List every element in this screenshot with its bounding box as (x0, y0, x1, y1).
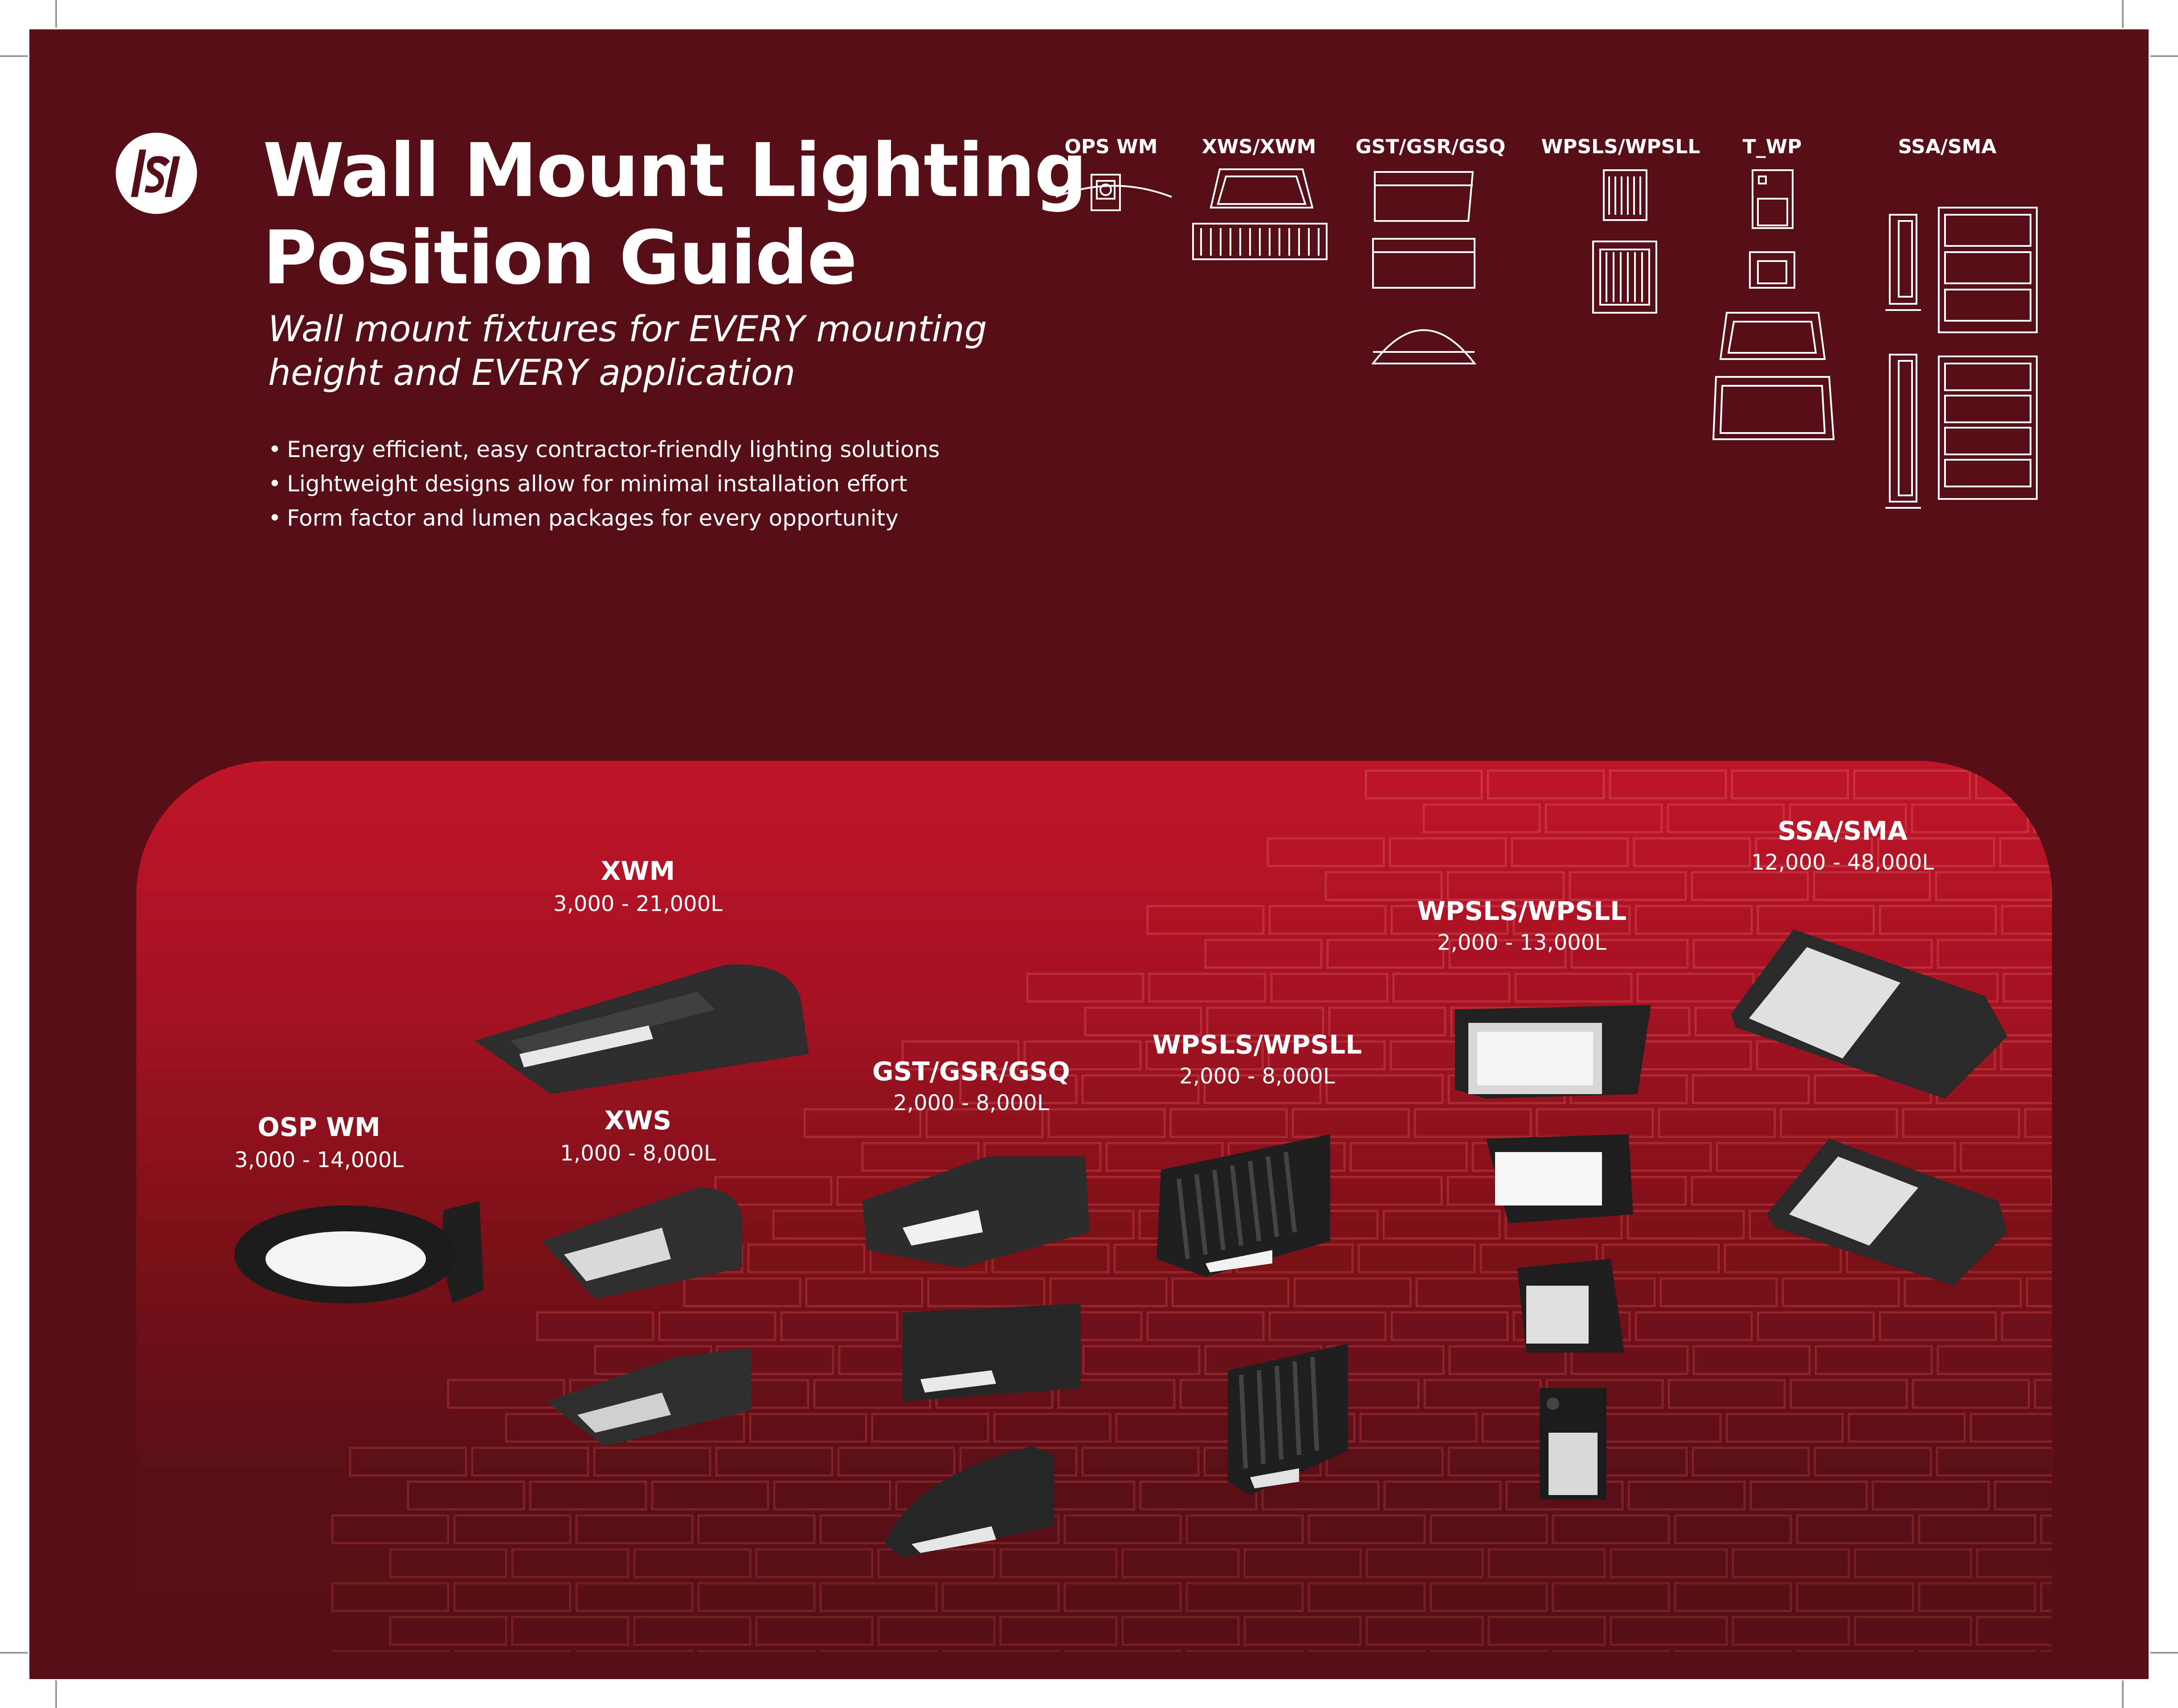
crop-mark (0, 55, 28, 57)
feature-item: • Form factor and lumen packages for every opportunity (268, 501, 940, 535)
product-name: WPSLS/WPSLL (1152, 1030, 1362, 1060)
title-line: Wall Mount Lighting (263, 128, 1087, 214)
line-art-header: WPSLS/WPSLL (1541, 135, 1700, 158)
crop-mark (2150, 1652, 2178, 1654)
xwm-fixture (475, 964, 809, 1094)
sma-fixture (1767, 1139, 2007, 1286)
title-line: Position Guide (263, 215, 857, 301)
guide-sheet (29, 29, 2149, 1679)
crop-mark (2150, 55, 2178, 57)
product-lumens: 2,000 - 13,000L (1437, 930, 1606, 955)
subtitle-line: Wall mount fixtures for EVERY mounting (268, 308, 987, 350)
wpsll-fixture (1486, 1134, 1633, 1223)
product-name: OSP WM (257, 1112, 380, 1142)
wpsls-fixture (1228, 1344, 1348, 1495)
product-lumens: 2,000 - 8,000L (1179, 1064, 1335, 1089)
product-lumens: 2,000 - 8,000L (893, 1091, 1049, 1116)
product-name: GST/GSR/GSQ (872, 1056, 1071, 1087)
crop-mark (0, 1652, 28, 1654)
wpsll-fixture (1455, 1005, 1651, 1099)
gst-fixture (862, 1156, 1090, 1268)
feature-item: • Lightweight designs allow for minimal installation effort (268, 467, 940, 501)
osp-wm-fixture (234, 1201, 484, 1303)
crop-mark (2122, 0, 2124, 28)
product-lumens: 3,000 - 14,000L (234, 1148, 404, 1173)
wpsll-fixture (1517, 1259, 1624, 1353)
xws-fixture (546, 1348, 751, 1446)
product-name: WPSLS/WPSLL (1417, 896, 1627, 926)
product-name: SSA/SMA (1778, 816, 1908, 846)
wpsls-fixture (1156, 1134, 1330, 1277)
product-name: XWS (604, 1105, 672, 1136)
product-lumens: 12,000 - 48,000L (1751, 850, 1934, 875)
line-art-header: T_WP (1742, 135, 1802, 158)
subtitle-line: height and EVERY application (268, 352, 796, 393)
gsr-fixture (903, 1303, 1081, 1402)
product-lumens: 3,000 - 21,000L (553, 891, 723, 916)
crop-mark (55, 1680, 57, 1708)
ssa-fixture (1731, 929, 2007, 1099)
line-art-header: OPS WM (1064, 135, 1158, 158)
crop-mark (55, 0, 57, 28)
line-art-header: XWS/XWM (1201, 135, 1316, 158)
crop-mark (2122, 1680, 2124, 1708)
feature-item: • Energy efficient, easy contractor-friendly lighting solutions (268, 433, 940, 467)
product-name: XWM (601, 856, 675, 886)
line-art-header: GST/GSR/GSQ (1355, 135, 1506, 158)
gsq-fixture (885, 1446, 1054, 1557)
product-lumens: 1,000 - 8,000L (560, 1141, 716, 1166)
t-wp-fixture (1540, 1388, 1606, 1500)
line-art-header: SSA/SMA (1898, 135, 1997, 158)
xws-fixture (542, 1188, 742, 1299)
